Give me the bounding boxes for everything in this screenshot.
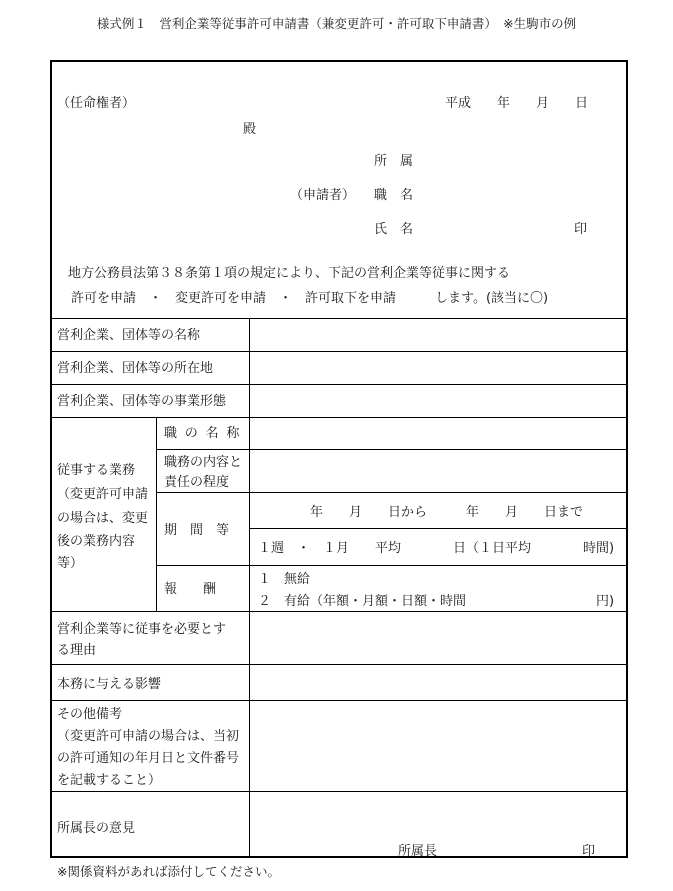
affiliation-label: 所 属 (374, 154, 414, 169)
duty-label-line2: （変更許可申請 (57, 487, 149, 502)
director-label: 所属長 (398, 844, 438, 859)
remarks-label-line3: の許可通知の年月日と文件番号 (57, 751, 240, 766)
rule-content-bottom (156, 492, 627, 493)
remarks-label-line4: を記載すること） (57, 773, 162, 788)
reason-label-line2: る理由 (57, 643, 97, 658)
rule-reason-bottom (51, 664, 627, 665)
rule-jobtitle-bottom (156, 449, 627, 450)
director-seal: 印 (582, 844, 596, 859)
application-date: 平成 年 月 日 (445, 96, 589, 111)
rule-name-bottom (51, 351, 627, 352)
reward-label: 報 酬 (164, 582, 217, 597)
legal-statement-line2: 許可を申請 ・ 変更許可を申請 ・ 許可取下を申請 します。(該当に〇) (71, 291, 549, 306)
company-business-label: 営利企業、団体等の事業形態 (57, 394, 227, 409)
reason-label-line1: 営利企業等に従事を必要とす (57, 622, 227, 637)
attachment-footnote: ※関係資料があれば添付してください。 (57, 864, 280, 879)
period-range: 年 月 日から 年 月 日まで (310, 505, 584, 520)
rule-address-bottom (51, 384, 627, 385)
rule-business-bottom (51, 417, 627, 418)
position-label: 職 名 (374, 188, 414, 203)
rule-duty-subcolumn (156, 417, 157, 611)
appointer-label: （任命権者） (57, 96, 136, 111)
duty-content-label-line1: 職務の内容と (164, 455, 243, 470)
job-title-label: 職の名称 (164, 426, 248, 441)
remarks-label-line1: その他備考 (57, 707, 123, 722)
reward-option-paid: ２ 有給（年額・月額・日額・時間 円) (258, 594, 615, 609)
legal-statement-line1: 地方公務員法第３８条第１項の規定により、下記の営利企業等従事に関する (68, 266, 511, 281)
impact-label: 本務に与える影響 (57, 677, 162, 692)
remarks-label-line2: （変更許可申請の場合は、当初 (57, 729, 240, 744)
duty-label-line5: 等） (57, 556, 84, 571)
rule-remarks-bottom (51, 791, 627, 792)
director-opinion-label: 所属長の意見 (57, 821, 136, 836)
duty-label-line1: 従事する業務 (57, 463, 136, 478)
company-name-label: 営利企業、団体等の名称 (57, 328, 201, 343)
duty-label-line4: 後の業務内容 (57, 534, 136, 549)
period-label: 期 間 等 (164, 523, 230, 538)
duty-label-line3: の場合は、変更 (57, 511, 149, 526)
rule-period-mid (250, 528, 627, 529)
applicant-seal: 印 (574, 222, 588, 237)
applicant-label: （申請者） (290, 188, 356, 203)
rule-impact-bottom (51, 700, 627, 701)
rule-label-column (249, 318, 250, 858)
company-address-label: 営利企業、団体等の所在地 (57, 361, 214, 376)
reward-option-unpaid: １ 無給 (258, 572, 311, 587)
duty-content-label-line2: 責任の程度 (164, 475, 230, 490)
form-title: 様式例１ 営利企業等従事許可申請書（兼変更許可・許可取下申請書） ※生駒市の例 (96, 16, 577, 31)
rule-period-bottom (156, 565, 627, 566)
addressee-suffix: 殿 (243, 122, 257, 137)
name-label: 氏 名 (374, 222, 414, 237)
period-frequency: １週 ・ １月 平均 日（１日平均 時間) (258, 541, 615, 556)
rule-duty-bottom (51, 611, 627, 612)
rule-header-bottom (51, 318, 627, 319)
